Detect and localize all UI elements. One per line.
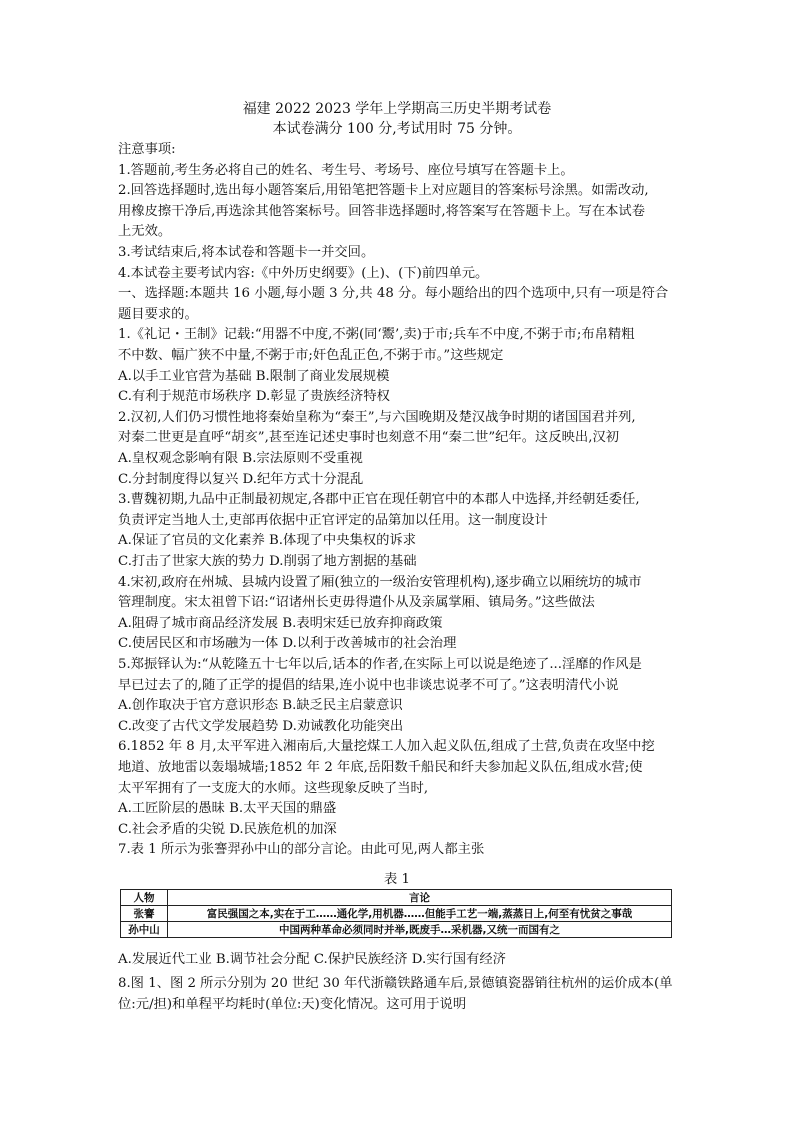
text-line: 4.宋初,政府在州城、县城内设置了厢(独立的一级治安管理机构),逐步确立以厢统坊的城市 [118,574,642,590]
text-line: 2.回答选择题时,选出每小题答案后,用铅笔把答题卡上对应题目的答案标号涂黑。如需改动, [118,183,649,199]
table-cell-person: 孙中山 [121,922,168,938]
text-line: 3.曹魏初期,九品中正制最初规定,各郡中正官在现任朝官中的本郡人中选择,并经朝廷委任, [118,492,640,508]
text-line: 4.本试卷主要考试内容:《中外历史纲要》(上)、(下)前四单元。 [118,265,489,281]
text-line: A.皇权观念影响有限 B.宗法原则不受重视 [118,451,363,466]
text-line: C.社会矛盾的尖锐 D.民族危机的加深 [118,821,337,837]
text-line: A.创作取决于官方意识形态 B.缺乏民主启蒙意识 [118,698,403,714]
text-line: 7.表 1 所示为张謇羿孙中山的部分言论。由此可见,两人都主张 [118,842,485,858]
text-line: 题目要求的。 [118,306,198,322]
text-line: 不中数、幅广狭不中量,不粥于市;奸色乱正色,不粥于市。”这些规定 [118,348,504,363]
text-line: 6.1852 年 8 月,太平军进入湘南后,大量挖煤工人加入起义队伍,组成了土营,负责在攻坚中挖 [118,739,655,755]
text-line: 一、选择题:本题共 16 小题,每小题 3 分,共 48 分。每小题给出的四个选项中,只有一项是符合 [118,286,669,302]
quote-table [120,889,672,938]
text-line: A.以手工业官营为基础 B.限制了商业发展规模 [118,368,390,384]
text-line: A.工匠阶层的愚昧 B.太平天国的鼎盛 [118,801,337,817]
table-header-person: 人物 [121,890,168,906]
text-line: A.阻碍了城市商品经济发展 B.表明宋廷已放弃抑商政策 [118,615,443,631]
exam-title: 福建 2022 2023 学年上学期高三历史半期考试卷 [242,101,552,117]
table-header-row [121,890,672,906]
text-line: 对秦二世更是直呼“胡亥”,甚至连记述史事时也刻意不用“秦二世”纪年。这反映出,汉初 [118,430,620,446]
table-cell-quote: 富民强国之本,实在于工……通化学,用机器……但能手工艺一端,蒸蒸日上,何至有忧贫之事哉 [168,906,672,922]
text-line: C.有利于规范市场秩序 D.彰显了贵族经济特权 [118,389,390,405]
text-line: 地道、放地雷以轰塌城墙;1852 年 2 年底,岳阳数千船民和纤夫参加起义队伍,组成水营;使 [118,760,643,775]
text-line: 位:元/担)和单程平均耗时(单位:天)变化情况。这可用于说明 [118,997,467,1012]
table-cell-person: 张謇 [121,906,168,922]
text-line: A.发展近代工业 B.调节社会分配 C.保护民族经济 D.实行国有经济 [118,952,506,967]
text-line: C.改变了古代文学发展趋势 D.劝诫教化功能突出 [118,718,404,734]
text-line: C.打击了世家大族的势力 D.削弱了地方割据的基础 [118,554,417,569]
table-row [121,922,672,938]
table-caption: 表 1 [384,872,410,887]
text-line: 早已过去了的,随了正学的提倡的结果,连小说中也非谈忠说孝不可了。”这表明清代小说 [118,677,619,693]
text-line: 1.《礼记・王制》记载:“用器不中度,不粥(同‘鬻’,卖)于市;兵车不中度,不粥于市;布帛精粗 [118,327,635,343]
text-line: 3.考试结束后,将本试卷和答题卡一并交回。 [118,245,375,260]
table-cell-quote: 中国两种革命必须同时并举,既废手…采机器,又统一而国有之 [168,922,672,938]
text-line: 负责评定当地人士,吏部再依据中正官评定的品第加以任用。这一制度设计 [118,512,548,528]
text-line: 用橡皮擦干净后,再选涂其他答案标号。回答非选择题时,将答案写在答题卡上。写在本试卷 [118,203,646,219]
text-line: 上无效。 [118,224,172,240]
table-header-quote: 言论 [168,890,672,906]
text-line: 太平军拥有了一支庞大的水师。这些现象反映了当时, [118,780,429,796]
text-line: A.保证了官员的文化素养 B.体现了中央集权的诉求 [118,533,416,549]
text-line: 1.答题前,考生务必将自己的姓名、考生号、考场号、座位号填写在答题卡上。 [118,162,574,178]
text-line: 管理制度。宋太祖曾下诏:“诏诸州长吏毋得遣仆从及亲属掌厢、镇局务。”这些做法 [118,595,595,611]
exam-subtitle: 本试卷满分 100 分,考试用时 75 分钟。 [272,121,522,137]
text-line: 8.图 1、图 2 所示分别为 20 世纪 30 年代浙赣铁路通车后,景德镇瓷器销往杭州的运价成本(单 [118,976,673,991]
text-line: C.分封制度得以复兴 D.纪年方式十分混乱 [118,471,364,487]
text-line: C.使居民区和市场融为一体 D.以利于改善城市的社会治理 [118,636,457,652]
text-line: 注意事项: [118,142,176,157]
text-line: 5.郑振铎认为:“从乾隆五十七年以后,话本的作者,在实际上可以说是绝迹了...淫靡的作风是 [118,657,642,672]
text-line: 2.汉初,人们仍习惯性地将秦始皇称为“秦王”,与六国晚期及楚汉战争时期的诸国国君并列, [118,409,636,425]
table-row [121,906,672,922]
